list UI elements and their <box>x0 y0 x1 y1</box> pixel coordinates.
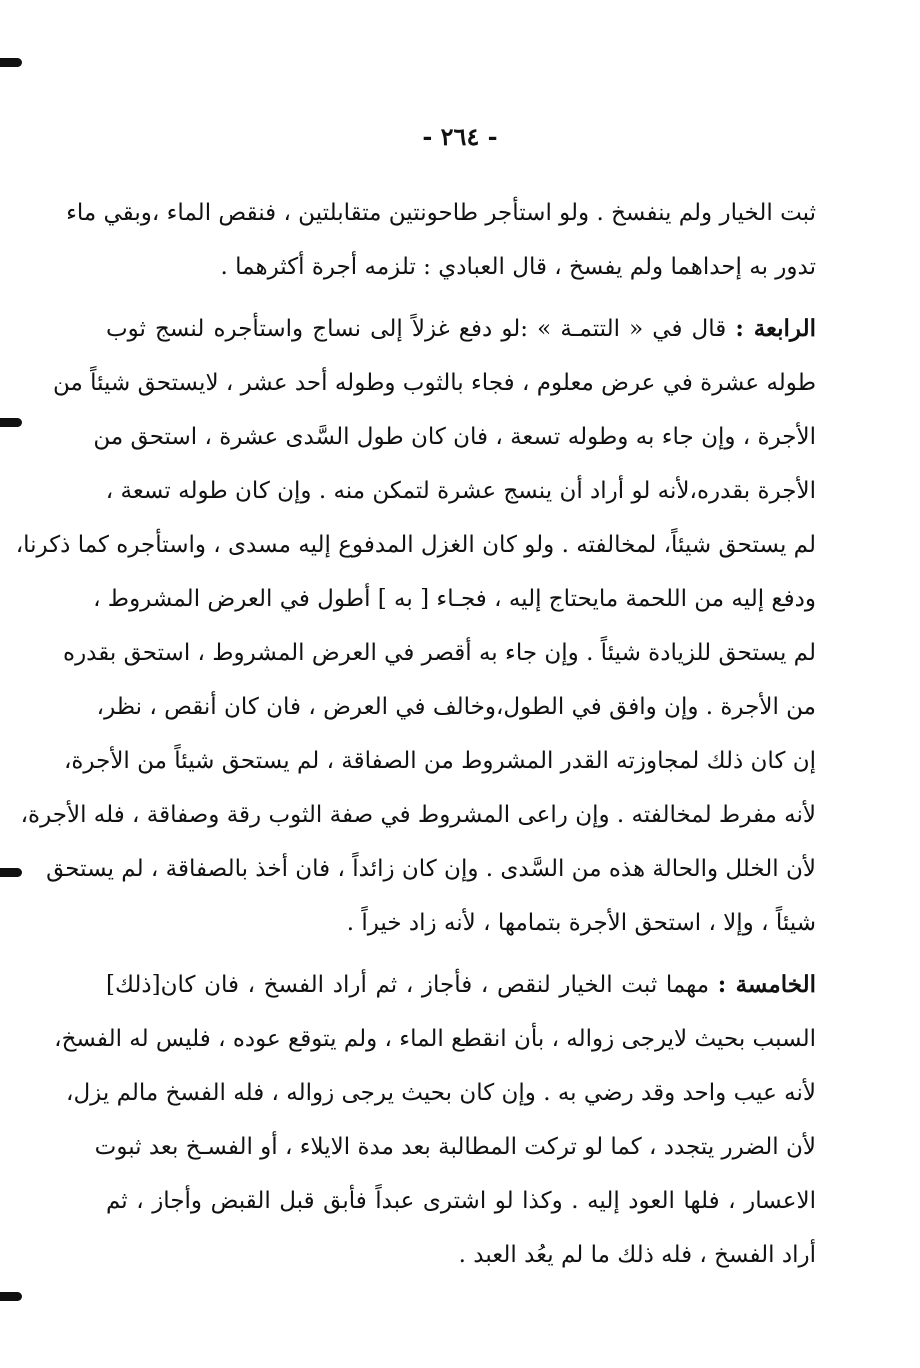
page-number: - ٢٦٤ - <box>422 122 498 151</box>
text-line: لأنه عيب واحد وقد رضي به . وإن كان بحيث يرجى زواله ، فله الفسخ مالم يزل، <box>66 1080 816 1106</box>
text-line-rest: مهما ثبت الخيار لنقص ، فأجاز ، ثم أراد الفسخ ، فان كان[ذلك] <box>106 972 718 998</box>
paragraph-fourth <box>15 302 816 950</box>
text-line: لأن الضرر يتجدد ، كما لو تركت المطالبة بعد مدة الايلاء ، أو الفسـخ بعد ثبوت <box>94 1134 816 1160</box>
text-line: لم يستحق للزيادة شيئاً . وإن جاء به أقصر في العرض المشروط ، استحق بقدره <box>63 640 816 666</box>
text-line: من الأجرة . وإن وافق في الطول،وخالف في العرض ، فان كان أنقص ، نظر، <box>96 694 816 720</box>
text-line: الاعسار ، فلها العود إليه . وكذا لو اشترى عبداً فأبق قبل القبض وأجاز ، ثم <box>106 1188 816 1214</box>
text-line: إن كان ذلك لمجاوزته القدر المشروط من الصفاقة ، لم يستحق شيئاً من الأجرة، <box>63 748 816 774</box>
text-line-rest: قال في « التتمـة » :لو دفع غزلاً إلى نساج واستأجره لنسج ثوب <box>106 316 736 342</box>
text-line: تدور به إحداهما ولم يفسخ ، قال العبادي : تلزمه أجرة أكثرهما . <box>220 254 816 280</box>
text-line: أراد الفسخ ، فله ذلك ما لم يعُد العبد . <box>458 1242 816 1268</box>
paragraph-heading: الخامسة : <box>717 971 817 998</box>
text-line-with-heading <box>106 302 816 356</box>
paragraph-fifth <box>54 958 817 1282</box>
edge-mark-3 <box>0 868 22 877</box>
text-line: شيئاً ، وإلا ، استحق الأجرة بتمامها ، لأنه زاد خيراً . <box>346 910 816 936</box>
paragraph-heading: الرابعة : <box>735 315 816 342</box>
text-line: ثبت الخيار ولم ينفسخ . ولو استأجر طاحونتين متقابلتين ، فنقص الماء ،وبقي ماء <box>66 200 816 226</box>
text-line: الأجرة ، وإن جاء به وطوله تسعة ، فان كان طول السَّدى عشرة ، استحق من <box>93 424 816 450</box>
text-line: طوله عشرة في عرض معلوم ، فجاء بالثوب وطوله أحد عشر ، لايستحق شيئاً من <box>52 370 816 396</box>
text-line: لم يستحق شيئاً، لمخالفته . ولو كان الغزل المدفوع إليه مسدى ، واستأجره كما ذكرنا، <box>15 532 816 558</box>
text-line-with-heading <box>106 958 816 1012</box>
edge-mark-4 <box>0 1292 22 1301</box>
text-line: ودفع إليه من اللحمة مايحتاج إليه ، فجـاء [ به ] أطول في العرض المشروط ، <box>93 586 816 612</box>
edge-mark-1 <box>0 58 22 67</box>
text-line: الأجرة بقدره،لأنه لو أراد أن ينسج عشرة لتمكن منه . وإن كان طوله تسعة ، <box>105 478 816 504</box>
text-line: لأنه مفرط لمخالفته . وإن راعى المشروط في صفة الثوب رقة وصفاقة ، فله الأجرة، <box>20 802 816 828</box>
text-line: السبب بحيث لايرجى زواله ، بأن انقطع الماء ، ولم يتوقع عوده ، فليس له الفسخ، <box>54 1026 816 1052</box>
page-body <box>15 186 817 1282</box>
text-line: لأن الخلل والحالة هذه من السَّدى . وإن كان زائداً ، فان أخذ بالصفاقة ، لم يستحق <box>46 856 816 882</box>
paragraph-continuation <box>66 186 816 294</box>
edge-mark-2 <box>0 418 22 427</box>
